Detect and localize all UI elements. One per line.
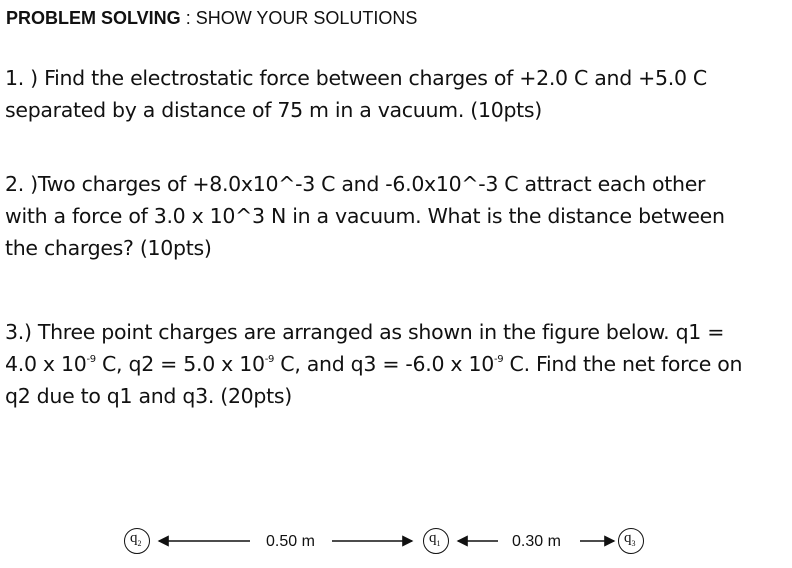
q2-line3: the charges? (10pts) [5, 236, 212, 260]
q3-l2d: C. Find the net force on [503, 352, 743, 376]
question-1 [5, 62, 785, 126]
header-bold: PROBLEM SOLVING [6, 8, 181, 28]
q3-l2a: 4.0 x 10 [5, 352, 87, 376]
q2-label: q [130, 530, 138, 546]
q2-sub: 2 [137, 539, 142, 548]
q1-label: q [429, 530, 437, 546]
q3-line3: q2 due to q1 and q3. (20pts) [5, 384, 292, 408]
question-2 [5, 168, 785, 264]
charge-q1 [423, 528, 449, 554]
charge-q3 [618, 528, 644, 554]
charge-figure [0, 520, 792, 564]
q3-exp3: -9 [493, 354, 504, 365]
q1-line1: 1. ) Find the electrostatic force between charges of +2.0 C and +5.0 C [5, 66, 707, 90]
figure-arrows [0, 520, 792, 564]
distance-right: 0.30 m [512, 533, 561, 550]
header [6, 8, 417, 29]
q2-line1: 2. )Two charges of +8.0x10^-3 C and -6.0x10^-3 C attract each other [5, 172, 706, 196]
header-rest: : SHOW YOUR SOLUTIONS [180, 8, 418, 28]
q1-sub: 1 [436, 539, 441, 548]
q3-sub: 3 [631, 539, 636, 548]
q1-line2: separated by a distance of 75 m in a vacuum. (10pts) [5, 98, 542, 122]
q3-exp2: -9 [264, 354, 275, 365]
charge-q2 [124, 528, 150, 554]
q3-l2c: C, and q3 = -6.0 x 10 [274, 352, 494, 376]
question-3 [5, 316, 785, 412]
q2-line2: with a force of 3.0 x 10^3 N in a vacuum. What is the distance between [5, 204, 725, 228]
q3-line2 [5, 348, 785, 380]
distance-left: 0.50 m [266, 533, 315, 550]
q3-l2b: C, q2 = 5.0 x 10 [95, 352, 265, 376]
q3-label: q [624, 530, 632, 546]
q3-line1: 3.) Three point charges are arranged as shown in the figure below. q1 = [5, 320, 725, 344]
q3-exp1: -9 [86, 354, 96, 365]
